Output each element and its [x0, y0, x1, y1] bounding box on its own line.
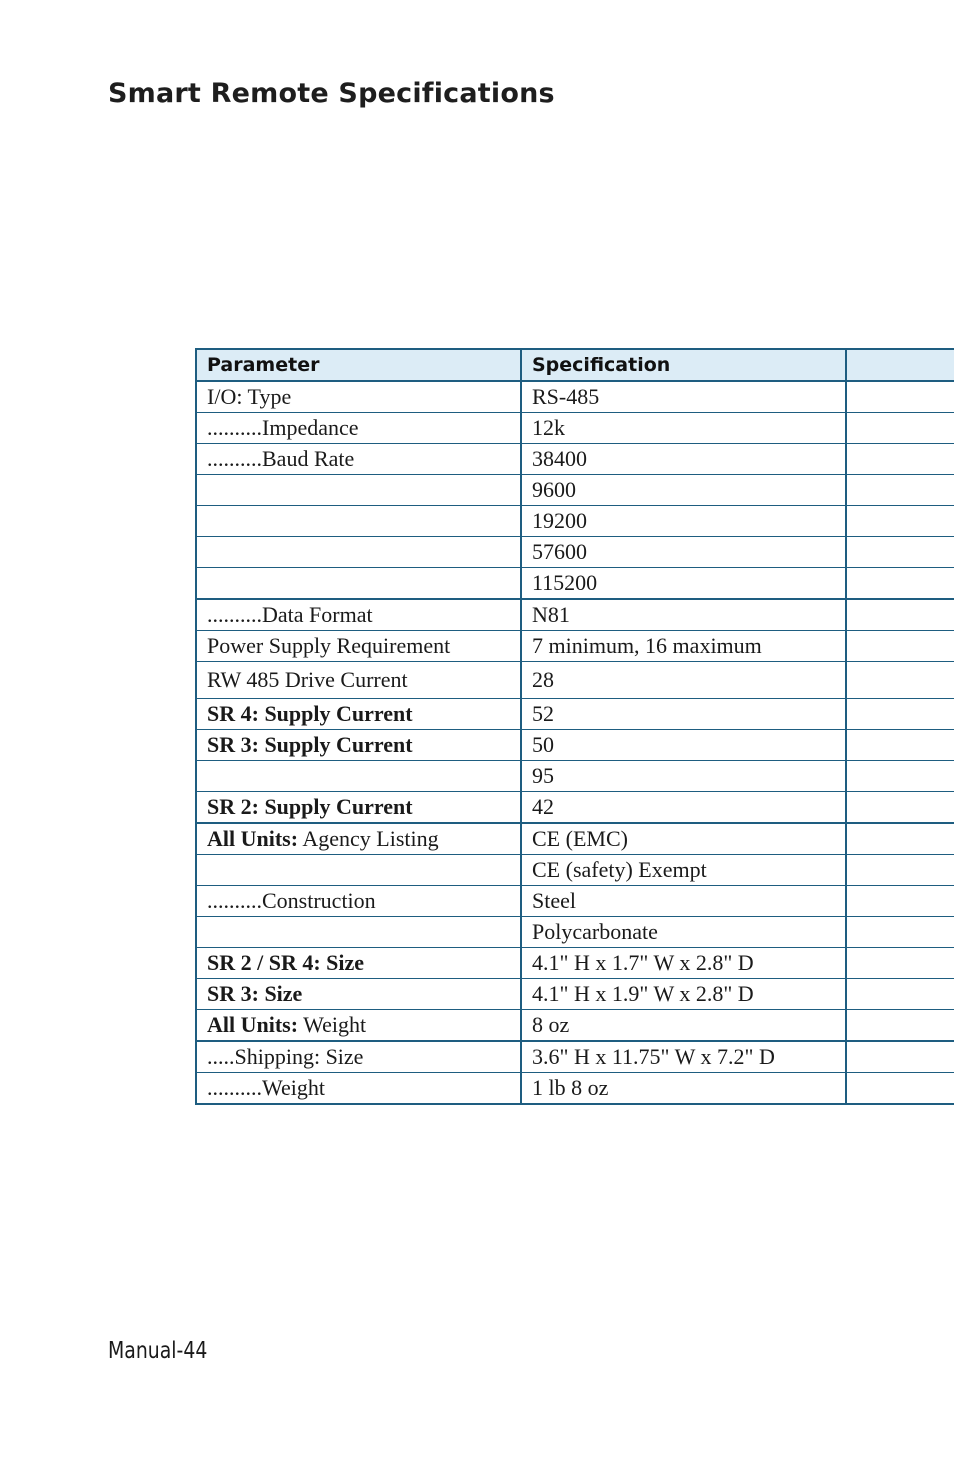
cell-parameter [196, 761, 521, 792]
table-row [196, 699, 954, 730]
cell-blank [846, 381, 954, 413]
parameter-bold-label: SR 2 / SR 4: Size [207, 950, 365, 975]
column-header-specification: Specification [521, 349, 846, 381]
cell-specification: 4.1" H x 1.7" W x 2.8" D [521, 948, 846, 979]
cell-specification: 50 [521, 730, 846, 761]
page-title: Smart Remote Specifications [108, 78, 555, 109]
cell-blank [846, 1041, 954, 1073]
cell-blank [846, 568, 954, 600]
table-row [196, 979, 954, 1010]
parameter-label: ..........Impedance [207, 415, 359, 440]
cell-specification: 12k [521, 413, 846, 444]
table-row [196, 1010, 954, 1042]
cell-specification: 52 [521, 699, 846, 730]
table-row [196, 413, 954, 444]
cell-specification: 115200 [521, 568, 846, 600]
parameter-label: Agency Listing [298, 826, 439, 851]
table-row [196, 792, 954, 824]
table-row [196, 537, 954, 568]
parameter-label: Power Supply Requirement [207, 633, 451, 658]
cell-specification: 7 minimum, 16 maximum [521, 631, 846, 662]
parameter-bold-label: SR 4: Supply Current [207, 701, 413, 726]
column-header-parameter: Parameter [196, 349, 521, 381]
table-row [196, 568, 954, 600]
cell-blank [846, 631, 954, 662]
cell-specification: 4.1" H x 1.9" W x 2.8" D [521, 979, 846, 1010]
cell-blank [846, 662, 954, 699]
cell-parameter [196, 948, 521, 979]
cell-specification: 19200 [521, 506, 846, 537]
cell-parameter [196, 381, 521, 413]
cell-parameter [196, 979, 521, 1010]
parameter-label: .....Shipping: Size [207, 1044, 364, 1069]
table-row [196, 444, 954, 475]
cell-specification: 8 oz [521, 1010, 846, 1042]
cell-blank [846, 1010, 954, 1042]
cell-parameter [196, 855, 521, 886]
cell-specification: 95 [521, 761, 846, 792]
cell-blank [846, 475, 954, 506]
parameter-label: RW 485 Drive Current [207, 667, 408, 692]
parameter-label: ..........Construction [207, 888, 376, 913]
table-row [196, 761, 954, 792]
cell-blank [846, 599, 954, 631]
parameter-bold-label: SR 3: Size [207, 981, 303, 1006]
specifications-table [195, 348, 954, 1105]
parameter-bold-label: All Units: [207, 1012, 299, 1037]
cell-blank [846, 761, 954, 792]
cell-specification: 1 lb 8 oz [521, 1073, 846, 1105]
parameter-label: I/O: Type [207, 384, 292, 409]
table-row [196, 662, 954, 699]
cell-specification: CE (EMC) [521, 823, 846, 855]
cell-parameter [196, 1073, 521, 1105]
table-row [196, 948, 954, 979]
table-row [196, 855, 954, 886]
cell-blank [846, 979, 954, 1010]
cell-specification: 3.6" H x 11.75" W x 7.2" D [521, 1041, 846, 1073]
parameter-label: ..........Weight [207, 1075, 325, 1100]
table-row [196, 730, 954, 761]
cell-specification: Polycarbonate [521, 917, 846, 948]
table-row [196, 475, 954, 506]
cell-blank [846, 792, 954, 824]
cell-parameter [196, 917, 521, 948]
page-footer: Manual-44 [108, 1338, 208, 1364]
cell-specification: 38400 [521, 444, 846, 475]
cell-blank [846, 413, 954, 444]
parameter-bold-label: SR 2: Supply Current [207, 794, 413, 819]
cell-parameter [196, 792, 521, 824]
cell-blank [846, 948, 954, 979]
cell-parameter [196, 699, 521, 730]
parameter-label: Weight [298, 1012, 367, 1037]
cell-blank [846, 537, 954, 568]
cell-specification: N81 [521, 599, 846, 631]
cell-specification: CE (safety) Exempt [521, 855, 846, 886]
cell-parameter [196, 444, 521, 475]
cell-blank [846, 730, 954, 761]
cell-parameter [196, 413, 521, 444]
table-row [196, 823, 954, 855]
cell-specification: 42 [521, 792, 846, 824]
cell-parameter [196, 506, 521, 537]
cell-parameter [196, 1010, 521, 1042]
cell-specification: RS-485 [521, 381, 846, 413]
cell-specification: Steel [521, 886, 846, 917]
parameter-bold-label: All Units: [207, 826, 299, 851]
cell-blank [846, 506, 954, 537]
cell-parameter [196, 730, 521, 761]
cell-parameter [196, 1041, 521, 1073]
table-row [196, 917, 954, 948]
parameter-bold-label: SR 3: Supply Current [207, 732, 413, 757]
table-row [196, 886, 954, 917]
cell-blank [846, 855, 954, 886]
cell-parameter [196, 886, 521, 917]
parameter-label: ..........Baud Rate [207, 446, 355, 471]
cell-parameter [196, 599, 521, 631]
cell-parameter [196, 568, 521, 600]
table-row [196, 1041, 954, 1073]
cell-blank [846, 917, 954, 948]
table-row [196, 381, 954, 413]
cell-blank [846, 1073, 954, 1105]
table-row [196, 1073, 954, 1105]
cell-specification: 28 [521, 662, 846, 699]
cell-blank [846, 699, 954, 730]
column-header-blank [846, 349, 954, 381]
cell-parameter [196, 631, 521, 662]
table-row [196, 599, 954, 631]
table-body [196, 381, 954, 1104]
cell-parameter [196, 662, 521, 699]
table-row [196, 631, 954, 662]
parameter-label: ..........Data Format [207, 602, 373, 627]
table-row [196, 506, 954, 537]
cell-blank [846, 444, 954, 475]
cell-parameter [196, 475, 521, 506]
cell-parameter [196, 823, 521, 855]
cell-specification: 9600 [521, 475, 846, 506]
cell-blank [846, 886, 954, 917]
cell-blank [846, 823, 954, 855]
cell-parameter [196, 537, 521, 568]
cell-specification: 57600 [521, 537, 846, 568]
table-header-row [196, 349, 954, 381]
